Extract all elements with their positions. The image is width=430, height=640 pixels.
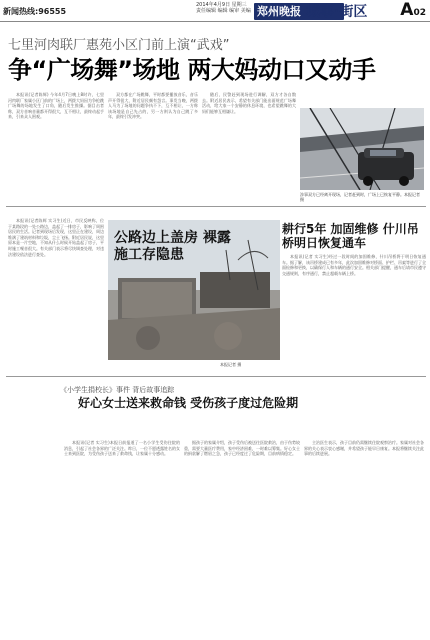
- lead-kicker: 七里河肉联厂惠苑小区门前上演“武戏”: [8, 38, 230, 53]
- lead-body-mid: [108, 92, 198, 194]
- lead-body-right: [202, 92, 296, 194]
- bridge-news-headline: 耕行5年 加固维修 什川吊桥明日恢复通车: [282, 222, 419, 250]
- issue-meta: [196, 2, 251, 14]
- bottom-body-right-text: 主治医生表示，孩子目前仍需继续住院观察治疗。家属对社会各界的关心表示衷心感谢，并希望孩子能早日康复。本报将继续关注此事的后续进展。: [304, 440, 424, 457]
- section-divider: [6, 206, 426, 207]
- lead-body-left-text: 本报讯(记者陈辉) 今年4月7日晚上8时许，七里河肉联厂家属小区门前的广场上，两拨大妈因为争抢跳广场舞的场地发生了口角，随后发生推搡。据目击者称，双方音响音量都开得很大，互不相让，最终动起手来，引来众人围观。: [8, 92, 104, 120]
- roadside-headline: 公路边上盖房 裸露施工存隐患: [114, 230, 231, 263]
- roadside-construction-photo: [108, 220, 280, 360]
- page-letter: A: [400, 0, 414, 20]
- section-title: 城事·街区: [306, 4, 368, 20]
- bottom-body-mid-text: 据孩子的家属介绍，孩子受伤后被送往医院救治，由于伤势较重，需要大量医疗费用，家中经济困难，一时难以筹集。好心女士的捐款解了燃眉之急，孩子已经度过了危险期，目前病情稳定。: [184, 440, 300, 457]
- bottom-body-left-text: 本报讯(记者 实习生)本报日前报道了一名小学生受伤住院的消息，引起了社会各界的广泛关注。昨日，一位不愿透露姓名的女士来到医院，为受伤孩子送来了救命钱，让家属十分感动。: [64, 440, 180, 457]
- lead-body-mid-text: 双方都在广场跳舞，平时都要播放音乐，音乐声开得很大，附近居民颇有怨言。事发当晚，两拨人马为了场地的问题争执不下，互不相让，一方称该场地是自己先占的，另一方则认为自己跳了多年，最终引发冲突。: [108, 92, 198, 120]
- bridge-car-photo: [300, 108, 424, 190]
- bridge-car-illustration: [300, 108, 424, 190]
- roadside-story-body: [8, 218, 104, 368]
- news-hotline: 新闻热线:96555: [3, 7, 67, 16]
- lead-body-right-text: 随后，民警赶到现场进行调解，双方才各自散去。附近居民表示，希望有关部门能出面规范广场舞活动，给大家一个安静的休息环境，也希望跳舞的大妈们能够互相谦让。: [202, 92, 296, 114]
- lead-headline: 争“广场舞”场地 两大妈动口又动手: [8, 56, 376, 84]
- bridge-news-box: [282, 222, 426, 374]
- roadside-photo-caption: 本报记者 摄: [220, 362, 242, 367]
- bridge-news-body: [282, 254, 426, 374]
- newspaper-logo-text: 郑州晚报: [257, 5, 301, 18]
- bottom-body-right: [304, 440, 424, 628]
- bottom-divider: [6, 376, 426, 377]
- bottom-headline: 好心女士送来救命钱 受伤孩子度过危险期: [78, 396, 299, 410]
- bottom-kicker: 《小学生捐校长》事件 背后故事追踪: [60, 386, 175, 394]
- page-digits: 02: [413, 8, 426, 18]
- issue-date: 2014年4月9日 星期三: [196, 2, 247, 8]
- lead-body-left: [8, 92, 104, 194]
- masthead: [0, 0, 430, 22]
- issue-editors: 责任编辑 编辑 编审 美编: [196, 8, 251, 14]
- bridge-news-text: 本报讯(记者 实习生)经过一段时间的加固维修，什川吊桥将于明日恢复通车。据了解，该吊桥建成已有多年，此次加固维修对桥面、护栏、吊索等进行了全面检修和更换，以确保行人和车辆的通行安全。相关部门提醒，通车后请市民遵守交通规则，有序通行，禁止超载车辆上桥。: [282, 254, 426, 276]
- bridge-photo-caption: 涉事双方已经离开现场，记者赶到时，广场上已恢复平静。本报记者 摄: [300, 192, 420, 202]
- bottom-body-left: [64, 440, 180, 628]
- roadside-story-text: 本报讯(记者陈辉 实习生)近日，市民反映称，位于某路段的一处公路边，盖起了一排房子，影响了周围居民的生活。记者到现场后发现，这里正在建设，周边堆满了建筑材料和垃圾，尘土飞扬。附近居民说，这里原本是一片空地，不知从什么时候开始盖起了房子，平时施工噪音很大。有关部门表示将尽快调查处理，对违法建设依法进行查处。: [8, 218, 104, 257]
- bottom-body-mid: [184, 440, 300, 628]
- page-number: [400, 0, 426, 20]
